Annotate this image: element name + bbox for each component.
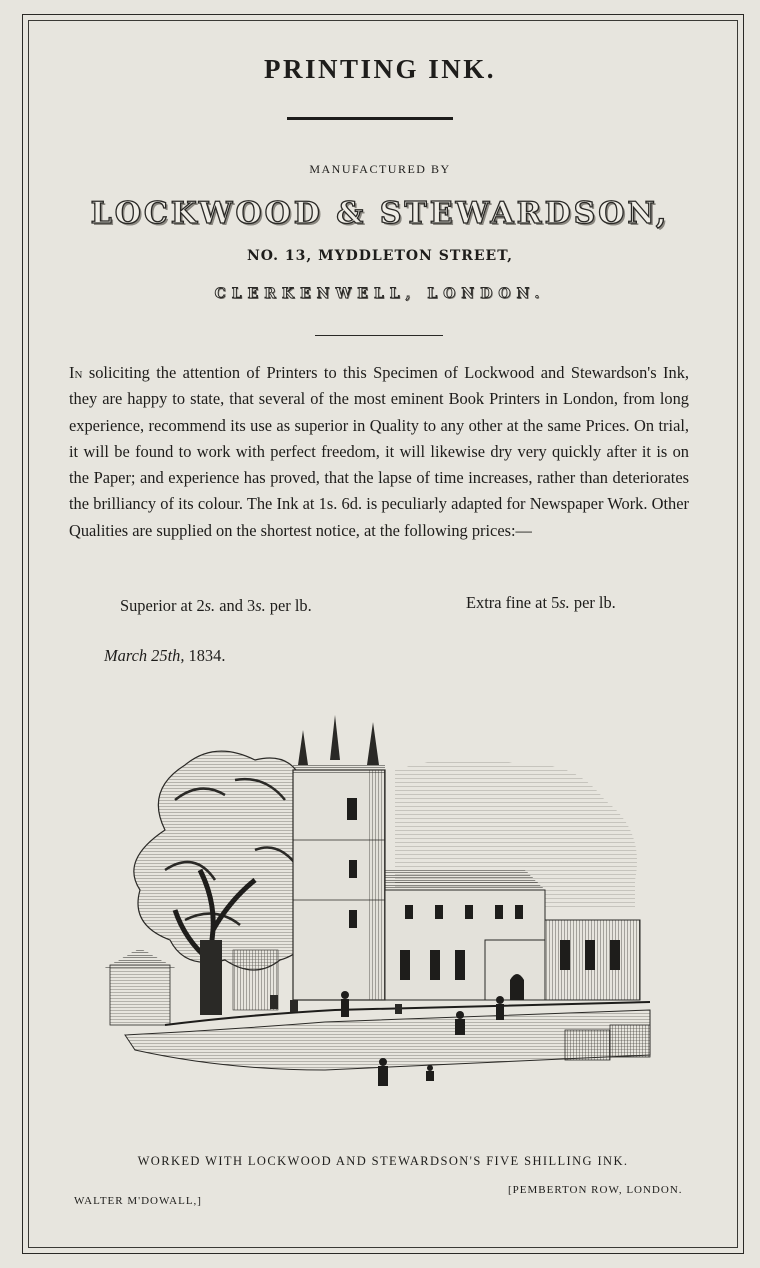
- company-name: LOCKWOOD & STEWARDSON,: [90, 196, 670, 231]
- church-tower-icon: [293, 715, 385, 1000]
- paragraph-text: soliciting the attention of Printers to this Specimen of Lockwood and Stewardson's Ink, they are happy to state, that several of the most eminent Book Printers in London, from long experience, recommend its use as superior in Quality to any other at the same Prices. On trial, it will be found to work with perfect freedom, it will likewise dry very quickly after it is on the Paper; and experience has proved, that the lapse of time increases, rather than deteriorates the brilliancy of its colour. The Ink at 1s. 6d. is peculiarly adapted for Newspaper Work. Other Qualities are supplied on the shortest notice, at the following prices:—: [69, 363, 689, 540]
- price-superior-suffix: per lb.: [265, 596, 312, 615]
- price-superior-unit-1: s.: [204, 596, 216, 615]
- price-extra-suffix: per lb.: [569, 593, 616, 612]
- page-title: PRINTING INK.: [263, 54, 497, 84]
- church-engraving-icon: [105, 710, 660, 1100]
- price-superior-mid: and 3: [215, 596, 256, 615]
- printer-credit: WALTER M'DOWALL,]: [74, 1195, 202, 1207]
- section-divider: [315, 335, 443, 336]
- paragraph-lead-in: In: [69, 363, 83, 382]
- manufactured-by-label: MANUFACTURED BY: [309, 162, 451, 176]
- date-year: 1834.: [184, 646, 226, 665]
- street-address: NO. 13, MYDDLETON STREET,: [247, 248, 513, 264]
- price-extra-fine: [466, 593, 616, 613]
- date-month-day: March 25th,: [104, 646, 185, 665]
- price-superior: [120, 596, 312, 616]
- price-superior-prefix: Superior at 2: [120, 596, 205, 615]
- printer-location: [PEMBERTON ROW, LONDON.: [508, 1184, 683, 1196]
- engraving-caption: WORKED WITH LOCKWOOD AND STEWARDSON'S FIVE SHILLING INK.: [137, 1154, 629, 1168]
- price-superior-unit-2: s.: [255, 596, 266, 615]
- price-extra-unit: s.: [559, 593, 570, 612]
- title-rule: [287, 117, 453, 120]
- body-paragraph: [69, 360, 689, 544]
- price-extra-prefix: Extra fine at 5: [466, 593, 560, 612]
- city-address: CLERKENWELL, LONDON.: [214, 286, 546, 302]
- publication-date: [104, 646, 225, 666]
